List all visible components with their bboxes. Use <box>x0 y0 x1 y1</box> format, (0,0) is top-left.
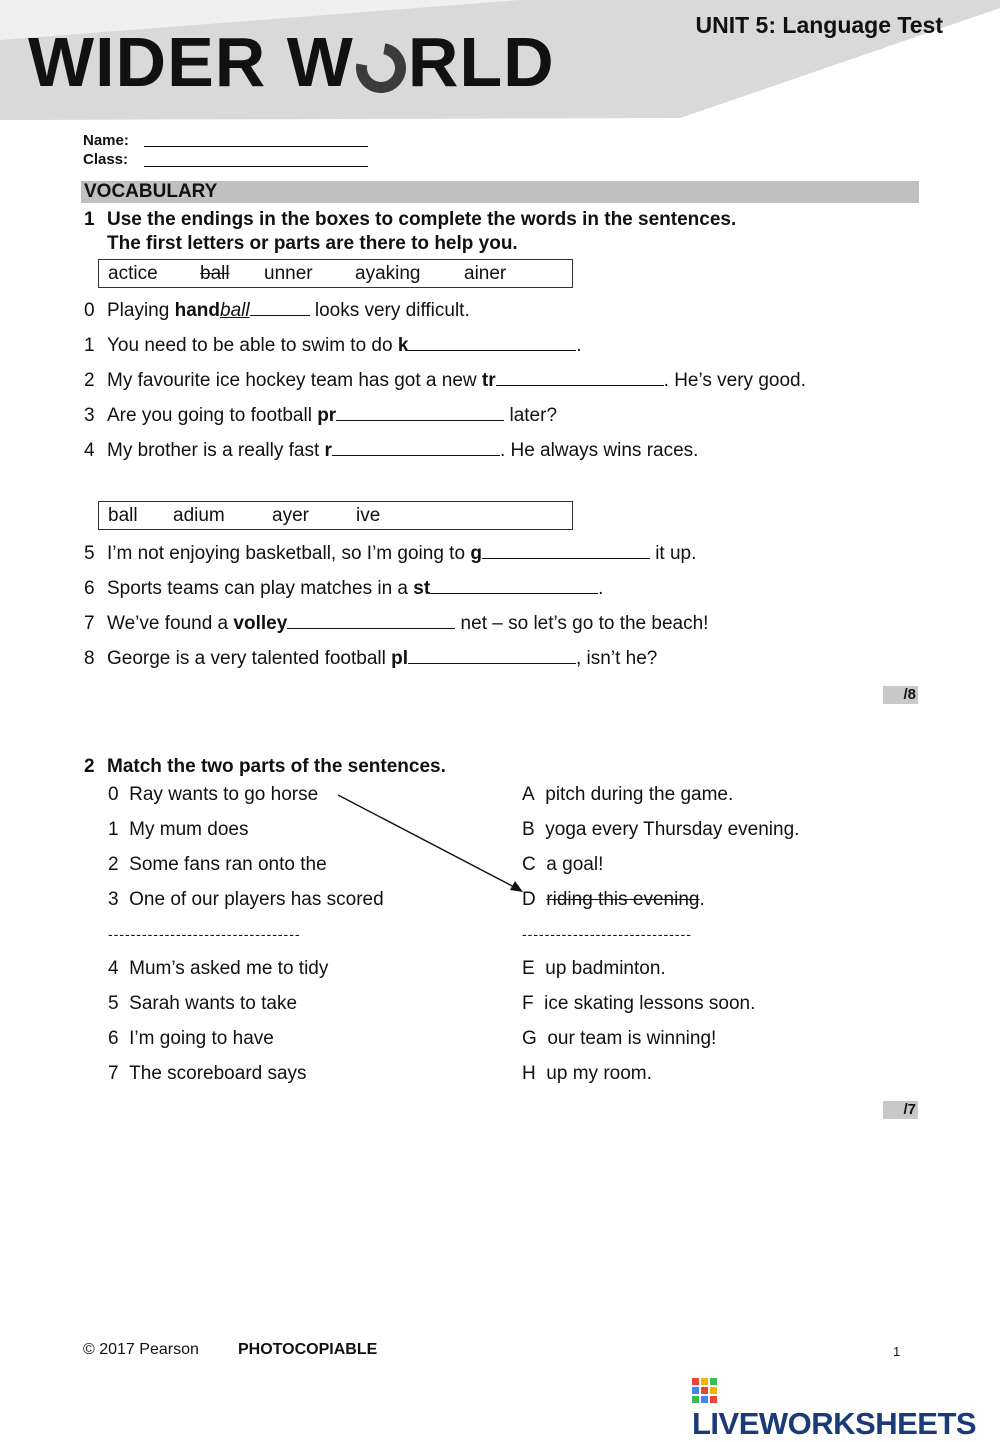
sentence-0: Playing handball looks very difficult. <box>107 300 470 321</box>
sentence-1: You need to be able to swim to do k . <box>107 335 582 356</box>
match-left-item[interactable]: 4 Mum’s asked me to tidy <box>108 958 329 979</box>
word-box-item: ayer <box>272 505 309 526</box>
exercise1-instruction-1: Use the endings in the boxes to complete the words in the sentences. <box>107 209 737 230</box>
match-left-item[interactable]: 7 The scoreboard says <box>108 1063 307 1084</box>
answer-blank-5[interactable] <box>482 544 650 559</box>
example-answer: ball <box>220 300 250 321</box>
exercise2-number: 2 <box>84 756 95 777</box>
match-left-item[interactable]: 5 Sarah wants to take <box>108 993 298 1014</box>
answer-blank-8[interactable] <box>408 649 576 664</box>
word-box-item: ainer <box>464 263 507 284</box>
match-left-item[interactable]: 3 One of our players has scored <box>108 889 384 910</box>
exercise2-score: /7 <box>883 1101 918 1119</box>
copyright: © 2017 Pearson <box>83 1341 199 1358</box>
item-number: 6 <box>84 578 95 599</box>
match-left-item[interactable]: 1 My mum does <box>108 819 249 840</box>
sentence-6: Sports teams can play matches in a st . <box>107 578 604 599</box>
sentence-5: I’m not enjoying basketball, so I’m going to g it up. <box>107 543 697 564</box>
example-match-arrow-icon <box>330 788 530 898</box>
match-right-item[interactable]: A pitch during the game. <box>522 784 734 805</box>
word-box-1 <box>98 259 573 288</box>
word-box-item: ball <box>108 505 138 526</box>
sentence-3: Are you going to football pr later? <box>107 405 558 426</box>
photocopiable-label: PHOTOCOPIABLE <box>238 1341 378 1358</box>
name-field[interactable] <box>144 146 368 147</box>
sentence-4: My brother is a really fast r . He always wins races. <box>107 440 699 461</box>
item-number: 0 <box>84 300 95 321</box>
match-right-item[interactable]: D riding this evening. <box>522 889 705 910</box>
match-left-item[interactable]: 0 Ray wants to go horse <box>108 784 319 805</box>
word-box-item: actice <box>108 263 158 284</box>
item-number: 3 <box>84 405 95 426</box>
answer-blank-1[interactable] <box>408 336 576 351</box>
answer-blank-6[interactable] <box>430 579 598 594</box>
match-right-item[interactable]: B yoga every Thursday evening. <box>522 819 800 840</box>
match-left-item[interactable]: 6 I’m going to have <box>108 1028 274 1049</box>
class-label: Class: <box>83 151 129 168</box>
exercise1-score: /8 <box>883 686 918 704</box>
match-right-item[interactable]: C a goal! <box>522 854 604 875</box>
divider-left: ---------------------------------- <box>108 926 301 942</box>
section-title: VOCABULARY <box>81 181 919 203</box>
match-right-item[interactable]: H up my room. <box>522 1063 652 1084</box>
item-number: 5 <box>84 543 95 564</box>
item-number: 2 <box>84 370 95 391</box>
logo: WIDER W RLD <box>28 23 555 101</box>
divider-right: ------------------------------ <box>522 926 692 942</box>
item-number: 1 <box>84 335 95 356</box>
answer-blank-4[interactable] <box>332 441 500 456</box>
answer-blank-2[interactable] <box>496 371 664 386</box>
exercise1-instruction-2: The first letters or parts are there to help you. <box>107 233 518 254</box>
liveworksheets-wordmark: LIVEWORKSHEETS <box>692 1406 977 1441</box>
exercise2-instruction: Match the two parts of the sentences. <box>107 756 446 777</box>
logo-o-icon <box>346 33 416 103</box>
liveworksheets-logo <box>692 1378 1000 1442</box>
match-right-item[interactable]: G our team is winning! <box>522 1028 717 1049</box>
sentence-7: We’ve found a volley net – so let’s go to the beach! <box>107 613 709 634</box>
liveworksheets-icon <box>692 1378 718 1404</box>
word-box-item: ive <box>356 505 381 526</box>
sentence-2: My favourite ice hockey team has got a new tr . He’s very good. <box>107 370 806 391</box>
exercise1-number: 1 <box>84 209 95 230</box>
item-number: 7 <box>84 613 95 634</box>
answer-blank-7[interactable] <box>287 614 455 629</box>
item-number: 8 <box>84 648 95 669</box>
match-right-item[interactable]: E up badminton. <box>522 958 666 979</box>
word-box-item: unner <box>264 263 313 284</box>
word-box-item: adium <box>173 505 225 526</box>
word-box-item: ayaking <box>355 263 421 284</box>
page-number: 1 <box>893 1344 901 1359</box>
name-label: Name: <box>83 132 129 149</box>
word-box-item: ball <box>200 263 230 284</box>
class-field[interactable] <box>144 166 368 167</box>
unit-title: UNIT 5: Language Test <box>695 12 943 38</box>
word-box-2 <box>98 501 573 530</box>
item-number: 4 <box>84 440 95 461</box>
match-right-item[interactable]: F ice skating lessons soon. <box>522 993 756 1014</box>
match-left-item[interactable]: 2 Some fans ran onto the <box>108 854 327 875</box>
sentence-8: George is a very talented football pl , isn’t he? <box>107 648 658 669</box>
answer-blank-3[interactable] <box>336 406 504 421</box>
